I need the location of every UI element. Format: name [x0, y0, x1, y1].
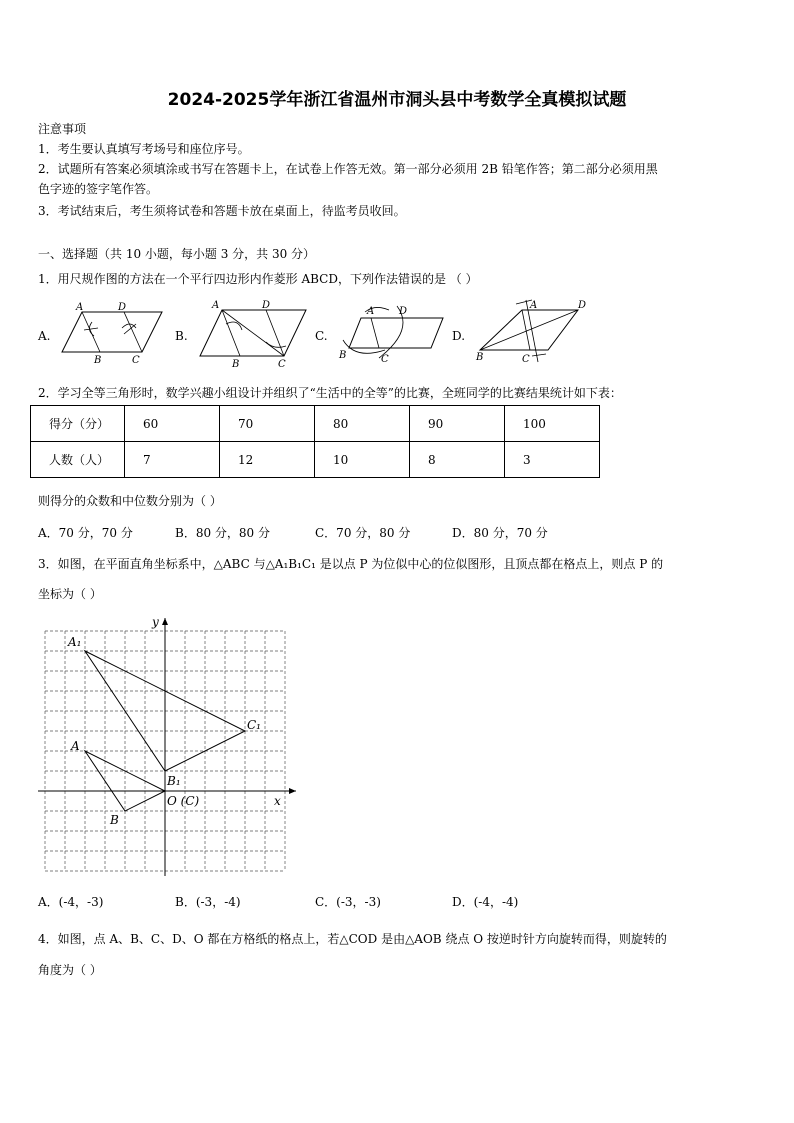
q2-option-a: A．70 分，70 分: [38, 526, 133, 540]
fig-label-a: A: [530, 300, 538, 311]
notice-item: 3．考试结束后，考生须将试卷和答题卡放在桌面上，待监考员收回。: [38, 204, 406, 218]
question-3-stem-cont: 坐标为（ ）: [38, 587, 102, 601]
table-cell: 12: [220, 442, 315, 478]
q1-figure-a: [58, 300, 170, 366]
fig-label-b: B: [476, 352, 484, 363]
notice-item: 色字迹的签字笔作答。: [38, 182, 159, 196]
q1-option-d-label: D.: [452, 329, 466, 343]
fig-label-b: B: [94, 355, 102, 366]
fig-label-a: A: [367, 306, 375, 317]
table-cell: 70: [220, 406, 315, 442]
table-row: [31, 406, 600, 442]
table-cell: 7: [125, 442, 220, 478]
fig-label-a: A: [76, 302, 84, 313]
table-cell: 8: [410, 442, 505, 478]
q2-option-d: D．80 分，70 分: [452, 526, 548, 540]
q1-figure-b: [196, 298, 312, 368]
question-4-stem: 4．如图，点 A、B、C、D、O 都在方格纸的格点上，若△COD 是由△AOB 绕点 O 按逆时针方向旋转而得，则旋转的: [38, 932, 667, 946]
table-cell: 10: [315, 442, 410, 478]
question-1-stem: 1．用尺规作图的方法在一个平行四边形内作菱形 ABCD，下列作法错误的是 （ ）: [38, 272, 478, 286]
fig-label-c: C: [522, 354, 530, 365]
table-cell: 80: [315, 406, 410, 442]
fig-label-b: B: [232, 359, 240, 368]
table-cell: 100: [505, 406, 600, 442]
notice-heading: 注意事项: [38, 122, 87, 136]
label-b: B: [110, 813, 119, 827]
label-x: x: [274, 794, 281, 808]
fig-label-c: C: [278, 359, 286, 368]
fig-label-d: D: [262, 300, 271, 311]
question-2-prompt: 则得分的众数和中位数分别为（ ）: [38, 494, 222, 508]
fig-label-c: C: [132, 355, 140, 366]
q1-option-c-label: C.: [315, 329, 328, 343]
q2-option-c: C．70 分，80 分: [315, 526, 411, 540]
q1-option-b-label: B.: [175, 329, 188, 343]
table-row: [31, 442, 600, 478]
fig-label-b: B: [339, 350, 347, 361]
question-3-stem: 3．如图，在平面直角坐标系中，△ABC 与△A₁B₁C₁ 是以点 P 为位似中心的位似图形，且顶点都在格点上，则点 P 的: [38, 557, 664, 571]
question-4-stem-cont: 角度为（ ）: [38, 963, 102, 977]
table-cell: 3: [505, 442, 600, 478]
table-cell: 得分（分）: [31, 406, 125, 442]
notice-item: 2．试题所有答案必须填涂或书写在答题卡上，在试卷上作答无效。第一部分必须用 2B 铅笔作答；第二部分必须用黑: [38, 162, 658, 176]
table-cell: 60: [125, 406, 220, 442]
q3-coordinate-figure: [38, 614, 300, 876]
q1-figure-d: [474, 296, 594, 366]
q3-option-d: D．(-4，-4): [452, 895, 519, 909]
question-2-stem: 2．学习全等三角形时，数学兴趣小组设计并组织了“生活中的全等”的比赛，全班同学的比赛结果统计如下表：: [38, 386, 622, 400]
page-title: 2024-2025学年浙江省温州市洞头县中考数学全真模拟试题: [167, 90, 627, 110]
label-c1: C₁: [247, 718, 261, 732]
q2-option-b: B．80 分，80 分: [175, 526, 270, 540]
q3-option-b: B．(-3，-4): [175, 895, 241, 909]
label-y: y: [152, 615, 159, 629]
label-origin: O (C): [167, 794, 200, 808]
label-a: A: [71, 739, 80, 753]
q3-option-c: C．(-3，-3): [315, 895, 381, 909]
table-cell: 90: [410, 406, 505, 442]
label-b1: B₁: [167, 774, 181, 788]
fig-label-c: C: [381, 354, 389, 365]
fig-label-d: D: [578, 300, 587, 311]
q1-figure-c: [335, 300, 447, 368]
fig-label-d: D: [118, 302, 127, 313]
q1-option-a-label: A.: [38, 329, 51, 343]
table-cell: 人数（人）: [31, 442, 125, 478]
fig-label-d: D: [399, 306, 408, 317]
q3-option-a: A．(-4，-3): [38, 895, 104, 909]
score-table: [30, 405, 600, 478]
fig-label-a: A: [212, 300, 220, 311]
section-heading: 一、选择题（共 10 小题，每小题 3 分，共 30 分）: [38, 247, 316, 261]
label-a1: A₁: [68, 635, 82, 649]
notice-item: 1．考生要认真填写考场号和座位序号。: [38, 142, 250, 156]
